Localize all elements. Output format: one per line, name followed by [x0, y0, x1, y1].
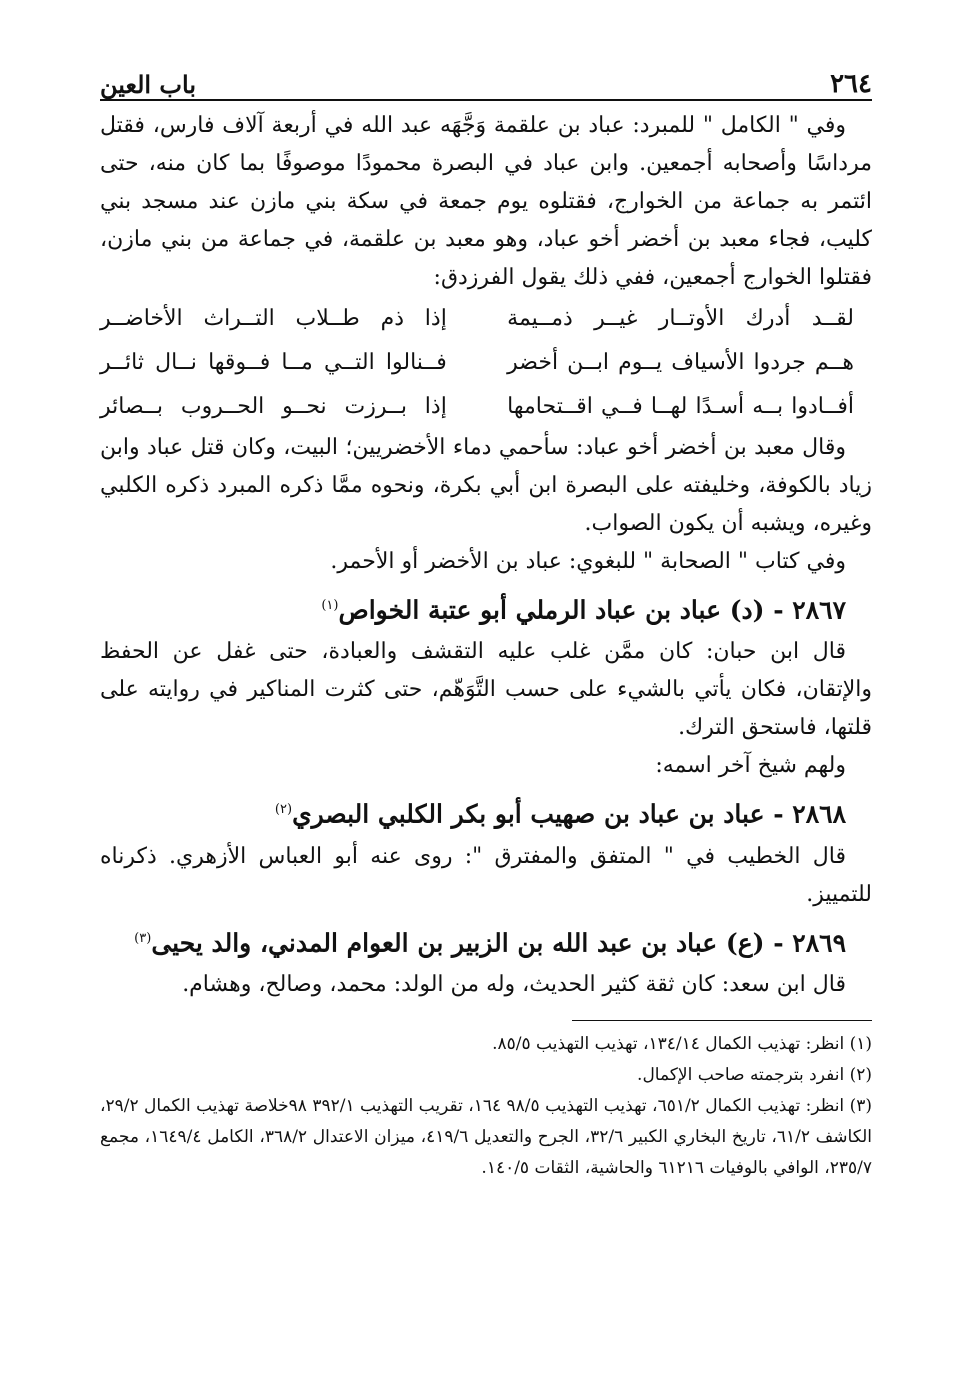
footnote: (١) انظر: تهذيب الكمال ١٣٤/١٤، تهذيب التهذيب ٨٥/٥. — [492, 1033, 872, 1054]
verse-first-hemistich: لقــد أدرك الأوتــار غيــر ذمــيمة — [507, 306, 854, 331]
entry-title-text: ٢٨٦٧ - (د) عباد بن عباد الرملي أبو عتبة الخواص — [338, 595, 846, 625]
footnotes — [100, 1020, 872, 1184]
footnote-marker[interactable]: (٢) — [274, 802, 293, 818]
footnote-divider — [572, 1020, 872, 1021]
chapter-title: باب العين — [100, 70, 197, 99]
verse-second-hemistich: إذا بــرزت نحــو الحــروب بــصائر — [100, 394, 447, 419]
footnote-marker[interactable]: (١) — [321, 598, 339, 613]
poem — [100, 297, 872, 429]
paragraph: وفي " الكامل " للمبرد: عباد بن علقمة وَجَّهَه عبد الله في أربعة آلاف فارس، فقتل مرداسًا وأصحابه أجمعين. وابن عباد في البصرة محمودًا موصوفًا بما كان منه، حتى ائتمر به جماعة من الخوارج، فقتلوه يوم جمعة في سكة بني مازن عند مسجد بني كليب، فجاء معبد بن أخضر أخو عباد، وهو معبد بن علقمة، في جماعة من بني مازن، فقتلوا الخوارج أجمعين، ففي ذلك يقول الفرزدق: — [100, 113, 872, 290]
footnote-marker[interactable]: (٣) — [134, 930, 152, 946]
entry-title-text: ٢٨٦٩ - (ع) عباد بن عبد الله بن الزبير بن العوام المدني، والد يحيى — [151, 927, 846, 957]
footnote: (٣) انظر: تهذيب الكمال ٦٥١/٢، تهذيب التهذيب ٩٨/٥ ١٦٤، تقريب التهذيب ٣٩٢/١ ٩٨خلاصة تهذيب الكمال ٢٩/٢، الكاشف ٦١/٢، تاريخ البخاري الكبير ٣٢/٦، الجرح والتعديل ٤١٩/٦، ميزان الاعتدال ٣٦٨/٢، الكامل ١٦٤٩/٤، مجمع ٢٣٥/٧، الوافي بالوفيات ٦١٢١٦ والحاشية، الثقات ١٤٠/٥. — [100, 1095, 872, 1178]
paragraph: قال ابن حبان: كان ممَّن غلب عليه التقشف والعبادة، حتى غفل عن الحفظ والإتقان، فكان يأتي بالشيء على حسب التَّوَهّم، حتى كثرت المناكير في روايته على قلتها، فاستحق الترك. — [100, 639, 872, 741]
poem-verse — [100, 385, 872, 429]
poem-verse — [100, 341, 872, 385]
book-page — [100, 55, 872, 1184]
main-text — [100, 107, 872, 1004]
paragraph: وفي كتاب " الصحابة " للبغوي: عباد بن الأخضر أو الأحمر. — [330, 549, 846, 574]
entry-title-2868 — [100, 787, 872, 837]
page-number: ٢٦٤ — [830, 69, 872, 99]
verse-second-hemistich: فــنالوا التــي مــا فــوقها نــال ثائــر — [100, 350, 447, 375]
paragraph: قال ابن سعد: كان ثقة كثير الحديث، وله من الولد: محمد، وصالح، وهشام. — [182, 971, 846, 997]
page-header — [100, 55, 872, 101]
paragraph: ولهم شيخ آخر اسمه: — [655, 753, 846, 779]
entry-title-text: ٢٨٦٨ - عباد بن عباد بن صهيب أبو بكر الكلبي البصري — [292, 799, 846, 829]
footnote: (٢) انفرد بترجمته صاحب الإكمال. — [637, 1064, 872, 1085]
entry-title-2867 — [100, 583, 872, 633]
poem-verse — [100, 297, 872, 341]
verse-first-hemistich: هــم جردوا الأسياف يــوم ابــن أخضر — [507, 350, 854, 375]
verse-second-hemistich: إذا ذم طــلاب التــراث الأخاضــر — [100, 306, 447, 331]
paragraph: قال الخطيب في " المتفق والمفترق ": روى عنه أبو العباس الأزهري. ذكرناه للتمييز. — [100, 843, 872, 907]
paragraph: وقال معبد بن أخضر أخو عباد: سأحمي دماء الأخضريين؛ البيت، وكان قتل عباد وابن زياد بالكوفة، وخليفته على البصرة ابن أبي بكرة، ونحوه ممَّا ذكره المبرد ذكره الكلبي وغيره، ويشبه أن يكون الصواب. — [100, 435, 872, 536]
verse-first-hemistich: أفــادوا بــه أسـدًا لهــا فــي اقــتحامها — [507, 394, 854, 419]
entry-title-2869 — [100, 916, 872, 966]
